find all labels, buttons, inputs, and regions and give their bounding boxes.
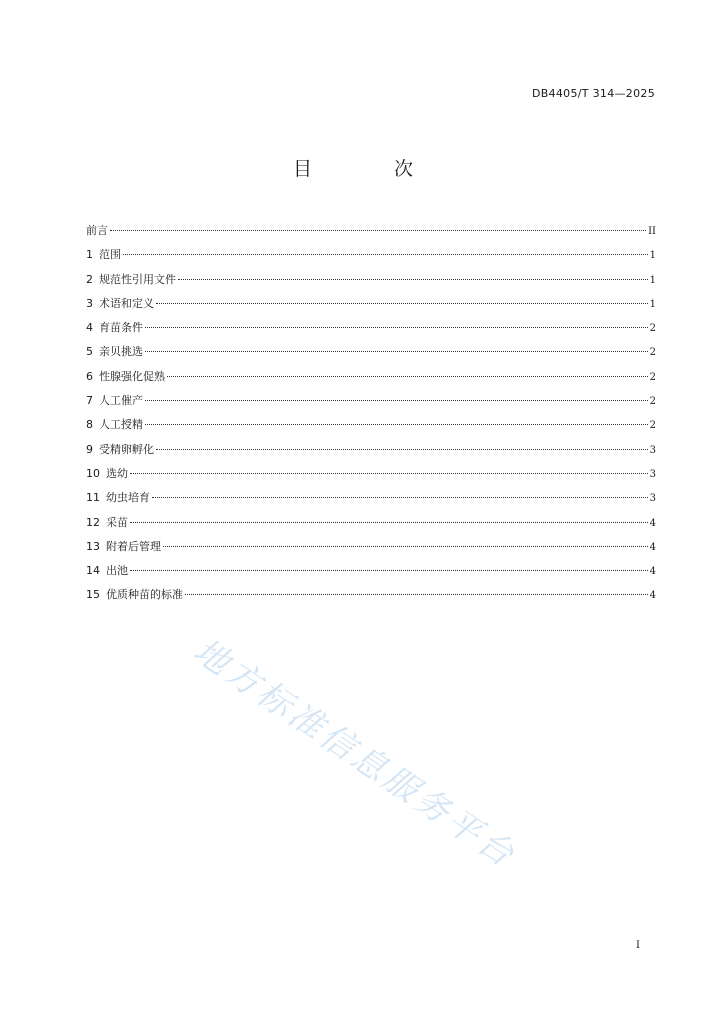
toc-entry-label: 15 优质种苗的标准 [86,588,183,602]
toc-entry-page: 4 [649,590,656,602]
toc-entry-number: 15 [86,588,100,602]
toc-title: 目 次 [292,158,452,180]
table-of-contents [86,219,656,608]
toc-leader-dots [178,279,648,280]
toc-entry-egg-hatching[interactable] [86,438,656,462]
toc-entry-number: 4 [86,321,93,335]
toc-entry-page: 4 [649,566,656,578]
toc-entry-page: 2 [649,347,656,359]
toc-leader-dots [123,254,648,255]
toc-entry-page: 1 [649,274,656,286]
toc-entry-number: 1 [86,248,93,262]
toc-entry-number: 14 [86,564,100,578]
toc-entry-label: 3 术语和定义 [86,296,154,310]
toc-entry-page: 2 [649,323,656,335]
toc-entry-gonad-conditioning[interactable] [86,365,656,389]
toc-entry-spat-collection[interactable] [86,511,656,535]
toc-leader-dots [156,303,648,304]
toc-entry-page: 2 [649,420,656,432]
toc-entry-number: 7 [86,394,93,408]
toc-entry-label: 4 育苗条件 [86,321,143,335]
toc-entry-number: 11 [86,491,100,505]
toc-entry-number: 8 [86,418,93,432]
toc-entry-label: 7 人工催产 [86,394,143,408]
toc-entry-larva-rearing[interactable] [86,486,656,510]
toc-entry-page: 3 [649,444,656,456]
toc-entry-page: 2 [649,396,656,408]
toc-entry-number: 13 [86,539,100,553]
toc-leader-dots [130,473,648,474]
toc-entry-page: 4 [649,517,656,529]
toc-leader-dots [152,497,648,498]
toc-entry-number: 9 [86,442,93,456]
toc-leader-dots [130,522,648,523]
document-code: DB4405/T 314—2025 [531,87,655,100]
toc-entry-foreword[interactable] [86,219,656,243]
toc-entry-page: 2 [649,371,656,383]
toc-entry-label: 2 规范性引用文件 [86,272,176,286]
toc-entry-label: 8 人工授精 [86,418,143,432]
toc-entry-artificial-fertilization[interactable] [86,413,656,437]
toc-leader-dots [185,594,648,595]
toc-entry-broodstock-selection[interactable] [86,340,656,364]
toc-entry-number: 12 [86,515,100,529]
toc-entry-terms-definitions[interactable] [86,292,656,316]
toc-entry-page: 1 [649,250,656,262]
toc-leader-dots [163,546,648,547]
toc-entry-label: 11 幼虫培育 [86,491,150,505]
watermark: 地方标准信息服务平台 [186,630,524,877]
toc-entry-number: 2 [86,272,93,286]
toc-entry-label: 13 附着后管理 [86,539,161,553]
toc-leader-dots [130,570,648,571]
toc-entry-page: 3 [649,468,656,480]
toc-leader-dots [156,449,648,450]
toc-entry-page: II [648,226,656,237]
toc-entry-label: 6 性腺强化促熟 [86,369,165,383]
toc-entry-label: 前言 [86,224,108,237]
toc-entry-post-settlement[interactable] [86,535,656,559]
toc-entry-scope[interactable] [86,243,656,267]
toc-entry-page: 4 [649,541,656,553]
toc-entry-label: 10 选幼 [86,466,128,480]
toc-leader-dots [110,230,646,231]
toc-entry-number: 10 [86,466,100,480]
toc-leader-dots [145,327,648,328]
toc-entry-quality-standard[interactable] [86,583,656,607]
toc-entry-label: 12 采苗 [86,515,128,529]
toc-entry-page: 1 [649,298,656,310]
toc-entry-number: 5 [86,345,93,359]
toc-entry-nursery-conditions[interactable] [86,316,656,340]
toc-entry-normative-references[interactable] [86,268,656,292]
toc-entry-label: 1 范围 [86,248,121,262]
toc-entry-number: 6 [86,369,93,383]
toc-entry-label: 5 亲贝挑选 [86,345,143,359]
page-number: I [636,940,640,951]
toc-leader-dots [145,351,648,352]
toc-entry-induced-spawning[interactable] [86,389,656,413]
toc-entry-label: 14 出池 [86,564,128,578]
toc-entry-harvest-out[interactable] [86,559,656,583]
toc-entry-label: 9 受精卵孵化 [86,442,154,456]
toc-leader-dots [145,400,648,401]
toc-entry-page: 3 [649,493,656,505]
toc-leader-dots [167,376,648,377]
toc-leader-dots [145,424,648,425]
toc-entry-larva-selection[interactable] [86,462,656,486]
toc-entry-number: 3 [86,296,93,310]
